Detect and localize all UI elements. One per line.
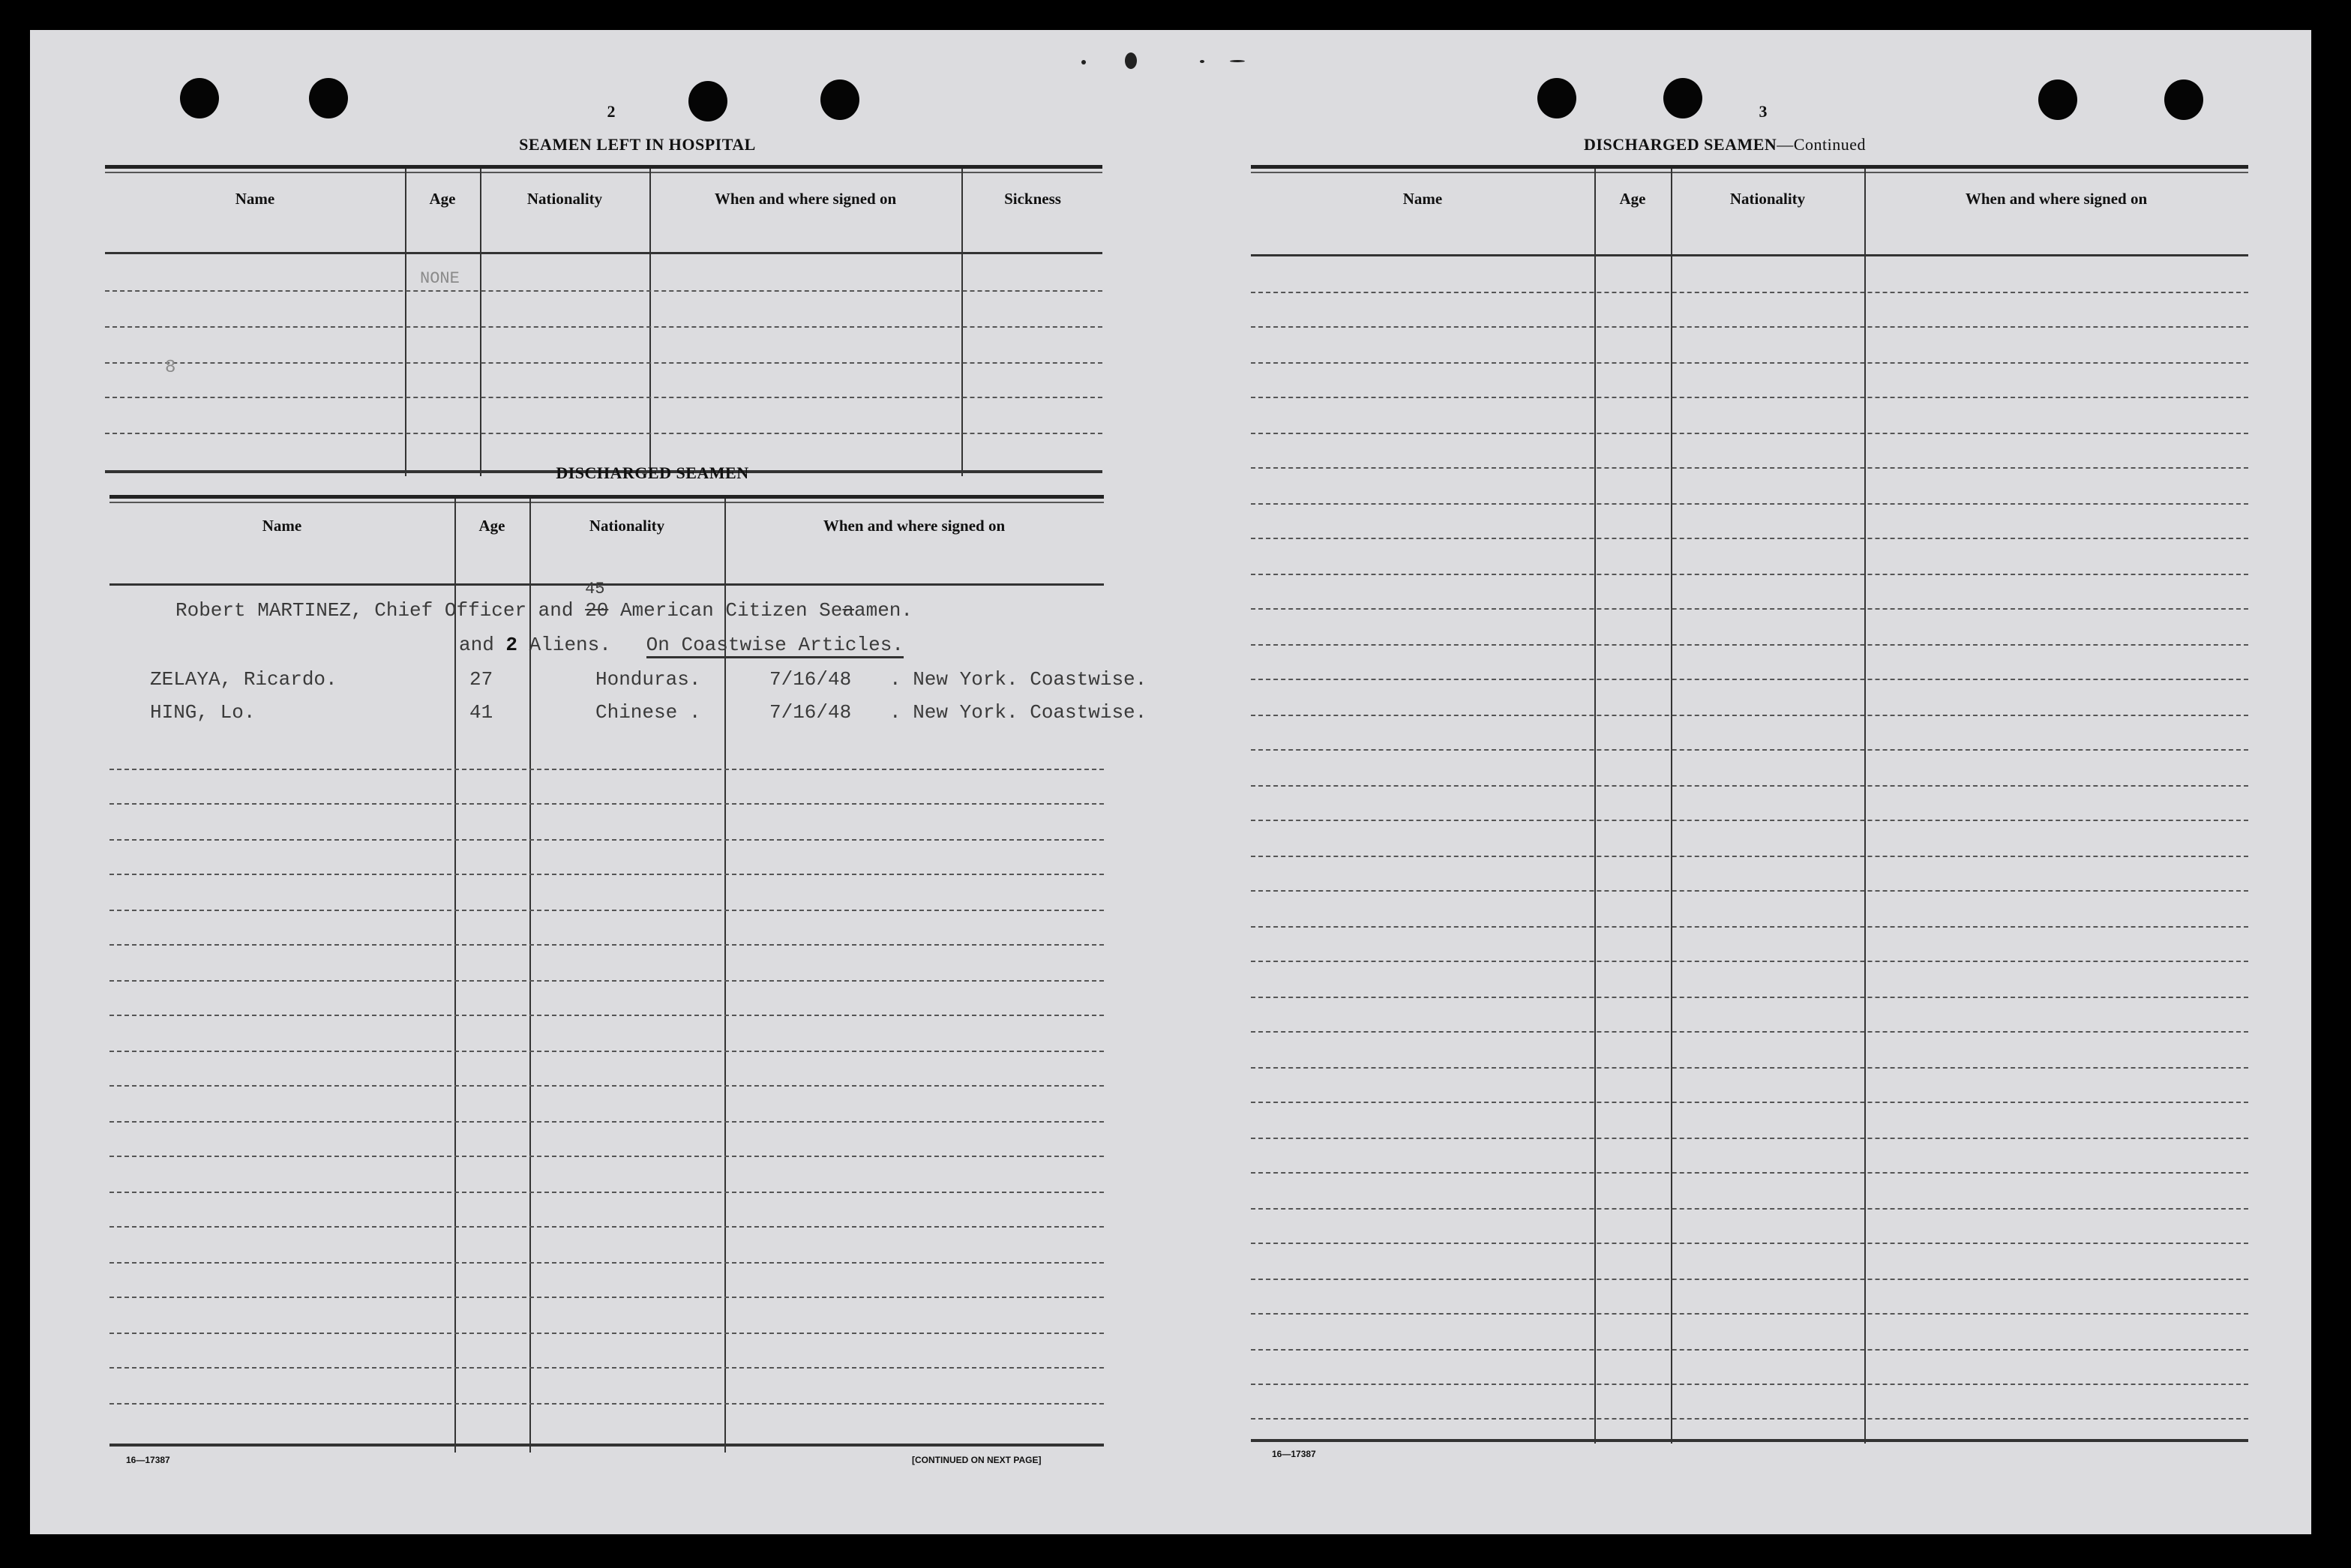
seaman-row-1-name: ZELAYA, Ricardo.: [150, 668, 337, 691]
punch-hole: [820, 79, 859, 120]
header-age: Age: [478, 517, 505, 535]
hospital-table: [105, 165, 1102, 476]
ink-speck: [1125, 52, 1137, 69]
header-nationality: Nationality: [1729, 190, 1806, 208]
discharged-continued-title: DISCHARGED SEAMEN—Continued: [1584, 135, 1866, 154]
summary-line-2: and 2 Aliens. On Coastwise Articles.: [459, 634, 904, 656]
seaman-row-1-nationality: Honduras.: [595, 668, 701, 691]
entry-none: NONE: [420, 269, 460, 288]
header-name: Name: [262, 517, 302, 535]
header-name: Name: [1402, 190, 1443, 208]
stray-mark: 8: [165, 358, 176, 378]
seaman-row-2-place: . New York. Coastwise.: [889, 701, 1147, 724]
header-sickness: Sickness: [1004, 190, 1061, 208]
document-sheet: [30, 30, 2311, 1534]
seaman-row-1-age: 27: [469, 668, 493, 691]
discharged-table-right: [1251, 165, 2248, 1444]
ink-speck: [1200, 60, 1204, 63]
form-code-right: 16—17387: [1272, 1449, 1316, 1459]
seaman-row-1-date: 7/16/48: [769, 668, 852, 691]
header-nationality: Nationality: [589, 517, 665, 535]
ink-speck: [1081, 60, 1086, 64]
seaman-row-1-place: . New York. Coastwise.: [889, 668, 1147, 691]
discharged-title: DISCHARGED SEAMEN: [556, 463, 749, 482]
seaman-row-2-nationality: Chinese .: [595, 701, 701, 724]
page-number-left: 2: [607, 102, 616, 121]
header-when-where: When and where signed on: [823, 517, 1006, 535]
header-name: Name: [235, 190, 275, 208]
punch-hole: [309, 78, 348, 118]
continued-note: [CONTINUED ON NEXT PAGE]: [912, 1455, 1042, 1465]
punch-hole: [2164, 79, 2203, 120]
punch-hole: [688, 81, 727, 121]
punch-hole: [1537, 78, 1576, 118]
seaman-row-2-date: 7/16/48: [769, 701, 852, 724]
header-when-where: When and where signed on: [1965, 190, 2148, 208]
struck-count: 20: [585, 599, 609, 622]
ink-speck: [1230, 60, 1245, 62]
page-number-right: 3: [1759, 102, 1768, 121]
summary-line-1: Robert MARTINEZ, Chief Officer and 20 45 American Citizen Seaamen.: [175, 580, 913, 622]
punch-hole: [180, 78, 219, 118]
header-nationality: Nationality: [526, 190, 603, 208]
seaman-row-2-name: HING, Lo.: [150, 701, 256, 724]
seaman-row-2-age: 41: [469, 701, 493, 724]
punch-hole: [1663, 78, 1702, 118]
punch-hole: [2038, 79, 2077, 120]
header-age: Age: [1619, 190, 1646, 208]
form-code-left: 16—17387: [126, 1455, 170, 1465]
discharged-table-left: [109, 495, 1147, 1453]
struck-letter: a: [842, 599, 854, 622]
header-when-where: When and where signed on: [714, 190, 897, 208]
corrected-count: 45: [585, 580, 605, 598]
header-age: Age: [429, 190, 456, 208]
hospital-title: SEAMEN LEFT IN HOSPITAL: [519, 135, 756, 154]
